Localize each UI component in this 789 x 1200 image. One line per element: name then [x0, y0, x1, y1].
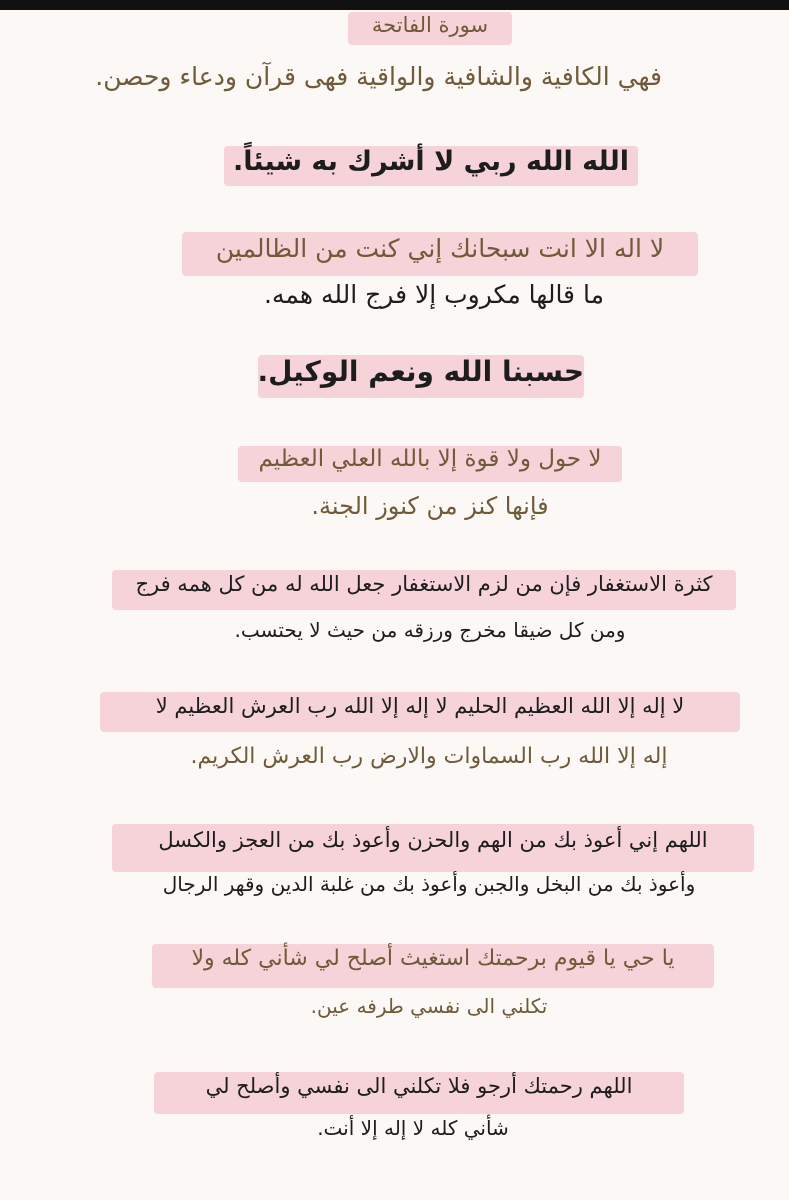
dua-note-2: ما قالها مكروب إلا فرج الله همه. — [264, 280, 604, 309]
intro-text: فهي الكافية والشافية والواقية فهى قرآن ودعاء وحصن. — [95, 62, 662, 91]
dua-line-3: حسبنا الله ونعم الوكيل. — [258, 355, 584, 398]
dua-note-6: إله إلا الله رب السماوات والارض رب العرش الكريم. — [190, 744, 668, 769]
dua-line-4: لا حول ولا قوة إلا بالله العلي العظيم — [238, 446, 622, 482]
dua-line-1: الله الله ربي لا أشرك به شيئاً. — [224, 146, 638, 186]
surah-heading: سورة الفاتحة — [348, 12, 512, 45]
dua-line-5: كثرة الاستغفار فإن من لزم الاستغفار جعل الله له من كل همه فرج — [112, 570, 736, 610]
dua-note-9: شأني كله لا إله إلا أنت. — [317, 1116, 509, 1140]
dua-note-5: ومن كل ضيقا مخرج ورزقه من حيث لا يحتسب. — [234, 618, 626, 642]
dua-line-7: اللهم إني أعوذ بك من الهم والحزن وأعوذ بك من العجز والكسل — [112, 824, 754, 872]
dua-note-8: تكلني الى نفسي طرفه عين. — [310, 994, 548, 1018]
dua-line-9: اللهم رحمتك أرجو فلا تكلني الى نفسي وأصلح لي — [154, 1072, 684, 1114]
dua-note-7: وأعوذ بك من البخل والجبن وأعوذ بك من غلبة الدين وقهر الرجال — [162, 872, 696, 896]
top-status-bar — [0, 0, 789, 10]
dua-line-2: لا اله الا انت سبحانك إني كنت من الظالمين — [182, 232, 698, 276]
dua-line-8: يا حي يا قيوم برحمتك استغيث أصلح لي شأني كله ولا — [152, 944, 714, 988]
dua-note-4: فإنها كنز من كنوز الجنة. — [311, 492, 549, 520]
dua-line-6: لا إله إلا الله العظيم الحليم لا إله إلا الله رب العرش العظيم لا — [100, 692, 740, 732]
